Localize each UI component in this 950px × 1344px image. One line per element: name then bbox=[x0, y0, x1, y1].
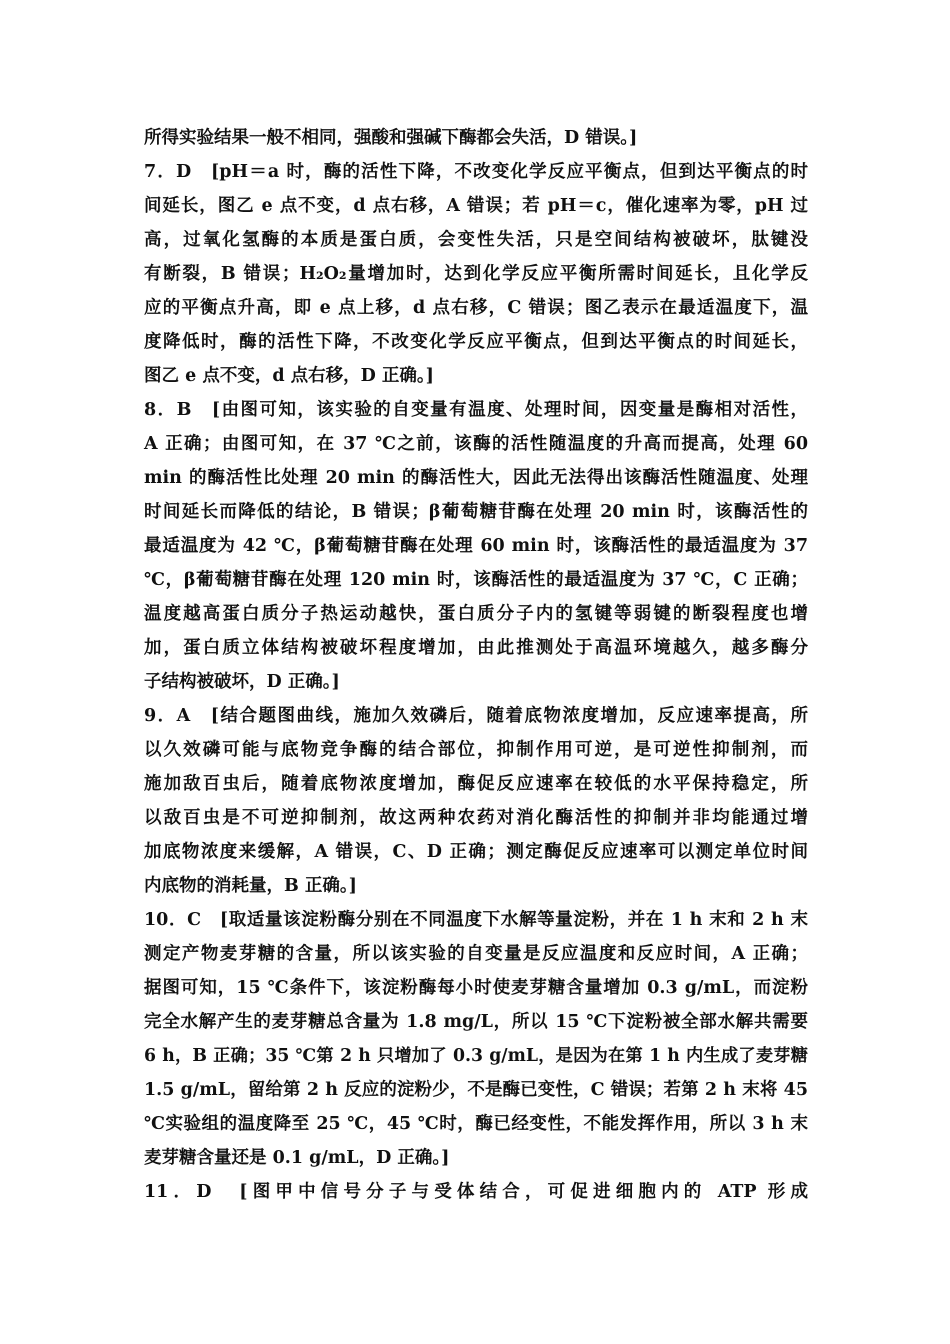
text-line: 6 h，B 正确；35 ℃第 2 h 只增加了 0.3 g/mL，是因为在第 1 h 内生成了麦芽糖 bbox=[144, 1046, 808, 1066]
text-line: 内底物的消耗量，B 正确。] bbox=[144, 876, 357, 896]
text-line: 施加敌百虫后，随着底物浓度增加，酶促反应速率在较低的水平保持稳定，所 bbox=[144, 774, 808, 794]
text-line: ℃，β葡萄糖苷酶在处理 120 min 时，该酶活性的最适温度为 37 ℃，C 正确； bbox=[144, 570, 808, 590]
text-line: A 正确；由图可知，在 37 ℃之前，该酶的活性随温度的升高而提高，处理 60 bbox=[144, 434, 808, 454]
text-line: 最适温度为 42 ℃，β葡萄糖苷酶在处理 60 min 时，该酶活性的最适温度为 37 bbox=[144, 536, 808, 556]
text-line: 应的平衡点升高，即 e 点上移，d 点右移，C 错误；图乙表示在最适温度下，温 bbox=[144, 298, 808, 318]
text-line: 据图可知，15 ℃条件下，该淀粉酶每小时使麦芽糖含量增加 0.3 g/mL，而淀粉 bbox=[144, 978, 808, 998]
text-line: 以久效磷可能与底物竞争酶的结合部位，抑制作用可逆，是可逆性抑制剂，而 bbox=[144, 740, 808, 760]
text-line: 图乙 e 点不变，d 点右移，D 正确。] bbox=[144, 366, 434, 386]
text-line: 温度越高蛋白质分子热运动越快，蛋白质分子内的氢键等弱键的断裂程度也增 bbox=[144, 604, 808, 624]
text-line: 1.5 g/mL，留给第 2 h 反应的淀粉少，不是酶已变性，C 错误；若第 2 h 末将 45 bbox=[144, 1080, 808, 1100]
text-line: 时间延长而降低的结论，B 错误；β葡萄糖苷酶在处理 20 min 时，该酶活性的 bbox=[144, 502, 808, 522]
text-line: 9．A [结合题图曲线，施加久效磷后，随着底物浓度增加，反应速率提高，所 bbox=[144, 706, 808, 726]
text-line: 10．C [取适量该淀粉酶分别在不同温度下水解等量淀粉，并在 1 h 末和 2 h 末 bbox=[144, 910, 808, 930]
text-line: 度降低时，酶的活性下降，不改变化学反应平衡点，但到达平衡点的时间延长， bbox=[144, 332, 808, 352]
text-line: 11．D [图甲中信号分子与受体结合，可促进细胞内的 ATP 形成 bbox=[144, 1182, 808, 1202]
text-line: 8．B [由图可知，该实验的自变量有温度、处理时间，因变量是酶相对活性， bbox=[144, 400, 808, 420]
text-line: 麦芽糖含量还是 0.1 g/mL，D 正确。] bbox=[144, 1148, 450, 1168]
text-line: 高，过氧化氢酶的本质是蛋白质，会变性失活，只是空间结构被破坏，肽键没 bbox=[144, 230, 808, 250]
text-line: 所得实验结果一般不相同，强酸和强碱下酶都会失活，D 错误。] bbox=[144, 128, 638, 148]
text-line: 测定产物麦芽糖的含量，所以该实验的自变量是反应温度和反应时间，A 正确； bbox=[144, 944, 808, 964]
text-line: 完全水解产生的麦芽糖总含量为 1.8 mg/L，所以 15 ℃下淀粉被全部水解共需要 bbox=[144, 1012, 808, 1032]
text-line: ℃实验组的温度降至 25 ℃，45 ℃时，酶已经变性，不能发挥作用，所以 3 h 末 bbox=[144, 1114, 808, 1134]
text-line: 加底物浓度来缓解，A 错误，C、D 正确；测定酶促反应速率可以测定单位时间 bbox=[144, 842, 808, 862]
text-line: 7．D [pH＝a 时，酶的活性下降，不改变化学反应平衡点，但到达平衡点的时 bbox=[144, 162, 808, 182]
text-line: 以敌百虫是不可逆抑制剂，故这两种农药对消化酶活性的抑制并非均能通过增 bbox=[144, 808, 808, 828]
text-line: 间延长，图乙 e 点不变，d 点右移，A 错误；若 pH＝c，催化速率为零，pH 过 bbox=[144, 196, 808, 216]
text-line: min 的酶活性比处理 20 min 的酶活性大，因此无法得出该酶活性随温度、处理 bbox=[144, 468, 808, 488]
text-line: 有断裂，B 错误；H₂O₂量增加时，达到化学反应平衡所需时间延长，且化学反 bbox=[144, 264, 808, 284]
text-line: 加，蛋白质立体结构被破坏程度增加，由此推测处于高温环境越久，越多酶分 bbox=[144, 638, 808, 658]
text-line: 子结构被破坏，D 正确。] bbox=[144, 672, 340, 692]
